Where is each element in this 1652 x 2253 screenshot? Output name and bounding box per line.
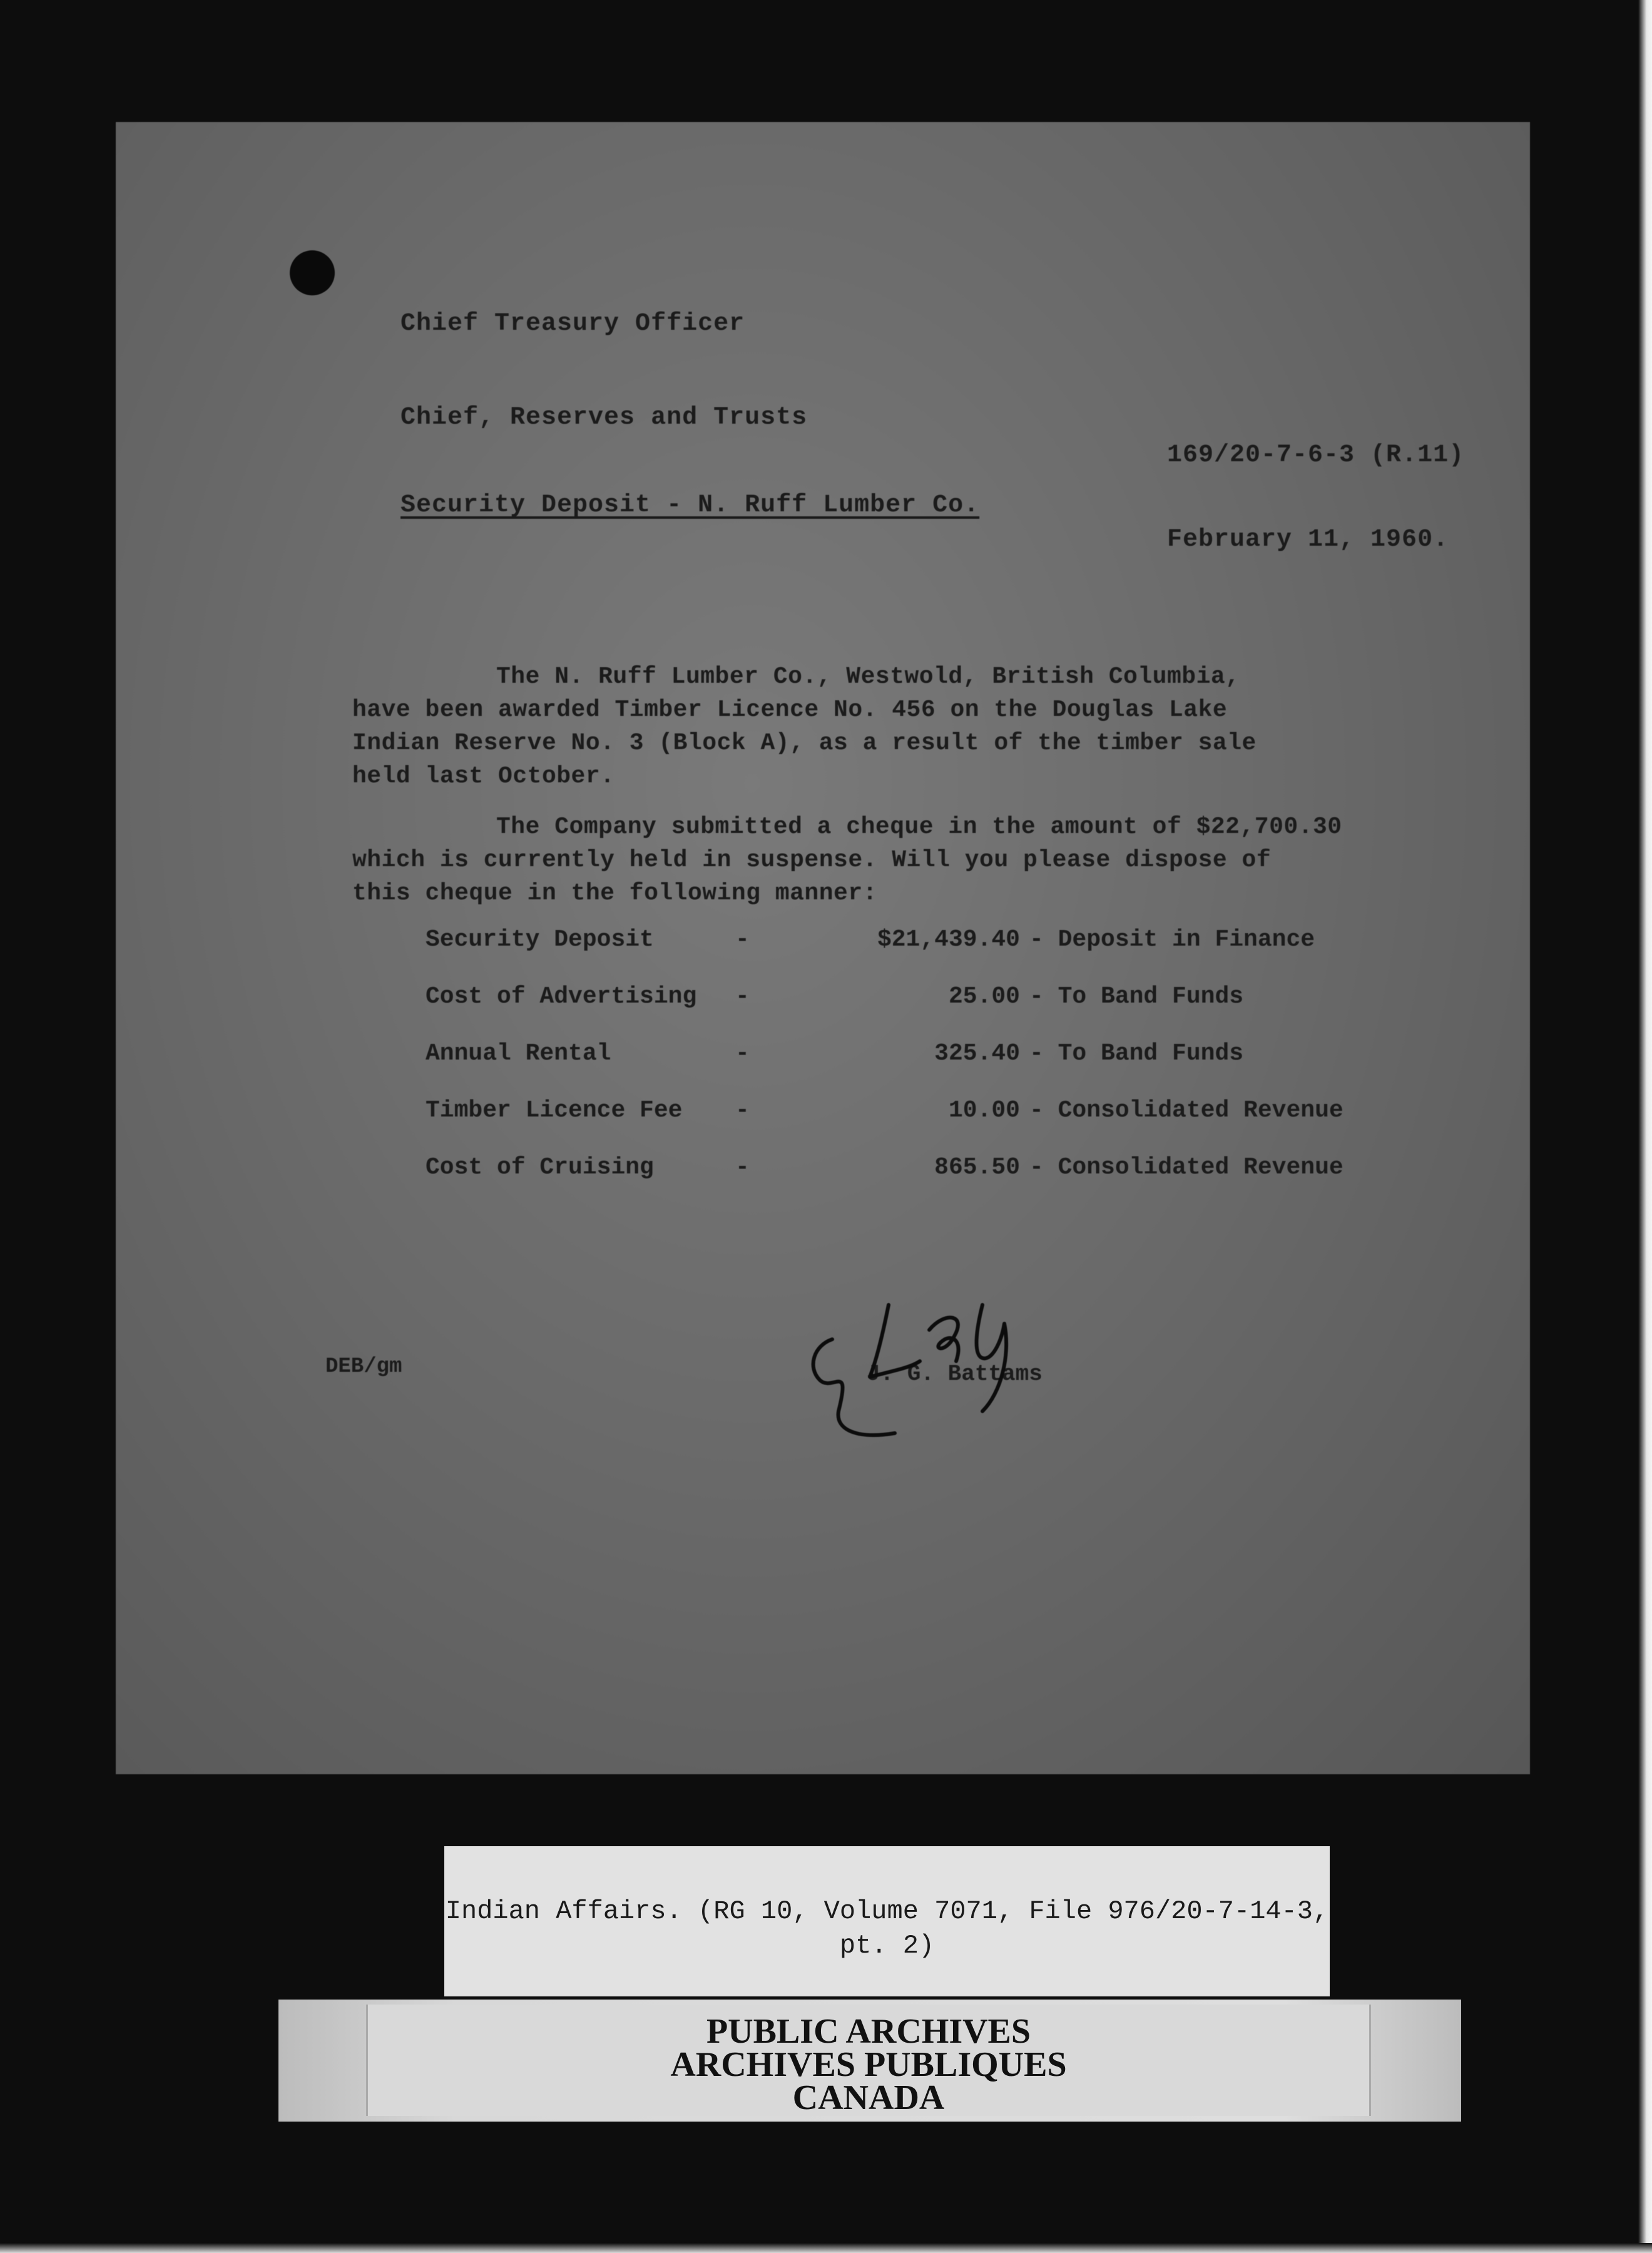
memo-from: Chief, Reserves and Trusts bbox=[400, 404, 808, 432]
archive-file-label bbox=[444, 1846, 1330, 1996]
paragraph-2-line: The Company submitted a cheque in the amount of $22,700.30 bbox=[496, 814, 1342, 840]
file-label-line-1: Indian Affairs. (RG 10, Volume 7071, File 976/20-7-14-3, bbox=[445, 1896, 1329, 1926]
allocation-destination: - To Band Funds bbox=[1029, 1040, 1244, 1067]
paragraph-2 bbox=[352, 810, 1342, 910]
file-reference: 169/20-7-6-3 (R.11) bbox=[1167, 441, 1465, 469]
allocation-destination: - Deposit in Finance bbox=[1029, 926, 1315, 953]
allocation-item: Timber Licence Fee bbox=[426, 1097, 683, 1124]
public-archives-stamp bbox=[278, 2000, 1461, 2122]
signer-name: J. G. Battams bbox=[867, 1361, 1043, 1387]
allocation-dash: - bbox=[735, 926, 750, 953]
allocation-destination: - Consolidated Revenue bbox=[1029, 1097, 1344, 1124]
film-edge bbox=[1638, 0, 1652, 2253]
allocation-destination: - To Band Funds bbox=[1029, 983, 1244, 1010]
memo-page bbox=[116, 122, 1530, 1774]
allocation-dash: - bbox=[735, 1097, 750, 1124]
allocation-dash: - bbox=[735, 1154, 750, 1181]
paragraph-1-line: have been awarded Timber Licence No. 456 on the Douglas Lake bbox=[352, 697, 1228, 723]
archives-stamp-inner bbox=[366, 2005, 1371, 2116]
memo-to: Chief Treasury Officer bbox=[400, 310, 745, 338]
handwritten-signature bbox=[795, 1267, 1089, 1455]
allocation-dash: - bbox=[735, 983, 750, 1010]
paragraph-2-line: this cheque in the following manner: bbox=[352, 880, 877, 907]
allocation-amount: 10.00 bbox=[948, 1097, 1020, 1124]
allocation-dash: - bbox=[735, 1040, 750, 1067]
paragraph-1-line: The N. Ruff Lumber Co., Westwold, British Columbia, bbox=[496, 663, 1240, 690]
allocation-item: Security Deposit bbox=[426, 926, 654, 953]
allocation-amount: 865.50 bbox=[934, 1154, 1020, 1181]
allocation-destination: - Consolidated Revenue bbox=[1029, 1154, 1344, 1181]
typist-initials: DEB/gm bbox=[325, 1355, 402, 1379]
allocation-amount: $21,439.40 bbox=[877, 926, 1020, 953]
archives-line-3: CANADA bbox=[792, 2078, 945, 2117]
film-edge-bottom bbox=[0, 2243, 1652, 2253]
paragraph-1-line: held last October. bbox=[352, 763, 615, 790]
paragraph-1-line: Indian Reserve No. 3 (Block A), as a result of the timber sale bbox=[352, 730, 1257, 757]
paragraph-1 bbox=[352, 660, 1257, 793]
memo-date: February 11, 1960. bbox=[1167, 526, 1449, 554]
allocation-amount: 25.00 bbox=[948, 983, 1020, 1010]
memo-subject: Security Deposit - N. Ruff Lumber Co. bbox=[400, 491, 980, 519]
allocation-item: Cost of Cruising bbox=[426, 1154, 654, 1181]
paragraph-2-line: which is currently held in suspense. Will you please dispose of bbox=[352, 847, 1272, 874]
allocation-item: Annual Rental bbox=[426, 1040, 611, 1067]
punch-hole bbox=[290, 250, 335, 295]
allocation-item: Cost of Advertising bbox=[426, 983, 697, 1010]
allocation-amount: 325.40 bbox=[934, 1040, 1020, 1067]
archives-line-2: ARCHIVES PUBLIQUES bbox=[670, 2045, 1067, 2084]
file-label-line-2: pt. 2) bbox=[839, 1931, 935, 1961]
archives-line-1: PUBLIC ARCHIVES bbox=[706, 2012, 1031, 2051]
